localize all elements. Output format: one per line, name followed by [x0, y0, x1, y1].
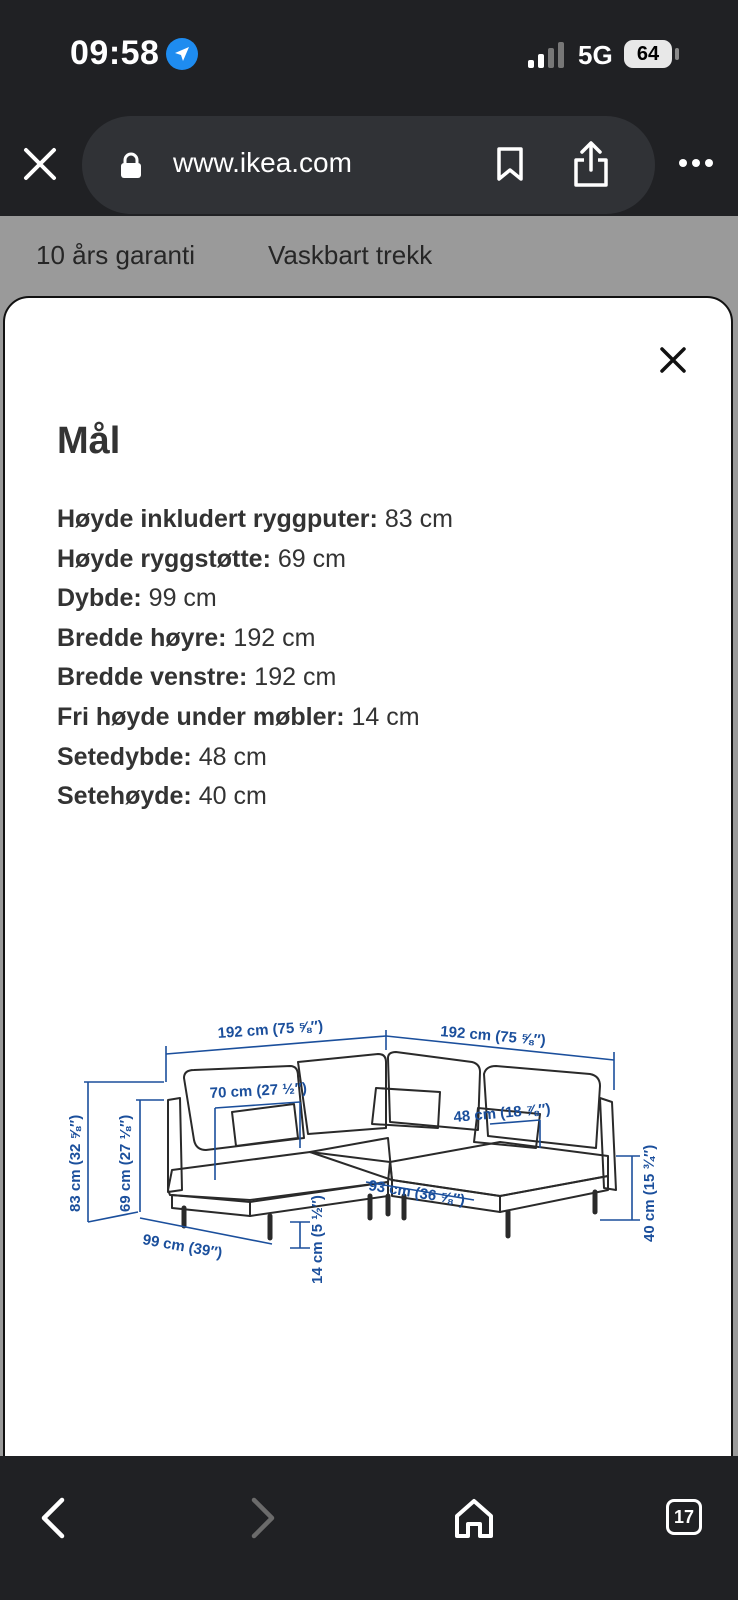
usp-guarantee: 10 års garanti [36, 240, 195, 270]
lock-icon [120, 152, 142, 178]
forward-arrow-icon[interactable] [246, 1494, 280, 1542]
browser-bottom-bar [0, 1456, 738, 1600]
close-icon[interactable] [658, 345, 688, 375]
dimension-value: 192 cm [226, 623, 316, 652]
dimension-label: Høyde ryggstøtte: [57, 544, 271, 573]
dimension-value: 48 cm [191, 742, 267, 771]
dimension-label: Bredde høyre: [57, 623, 227, 652]
dimension-value: 83 cm [377, 505, 453, 533]
dimension-value: 40 cm [191, 782, 267, 811]
dimension-value: 192 cm [247, 663, 337, 692]
seat-depth-label: 48 cm (18 ⅞″) [452, 1100, 552, 1126]
depth-label: 99 cm (39″) [141, 1231, 224, 1262]
more-options-icon[interactable] [678, 158, 714, 168]
dimension-value: 99 cm [141, 584, 217, 613]
arm-width-label: 70 cm (27 ½″) [209, 1079, 308, 1102]
status-bar [0, 0, 738, 110]
usp-washable-cover: Vaskbart trekk [268, 240, 433, 270]
url-text: www.ikea.com [173, 147, 352, 178]
seat-height-label: 40 cm (15 ¾″) [641, 1144, 658, 1242]
dimension-item [57, 500, 453, 540]
network-type: 5G [578, 40, 613, 70]
dimensions-list [57, 500, 453, 817]
clearance-label: 14 cm (5 ½″) [309, 1195, 326, 1284]
width-left-label: 192 cm (75 ⅝″) [217, 1017, 324, 1042]
seat-width-label: 93 cm (36 ⅝″) [367, 1177, 467, 1210]
dimension-label: Høyde inkludert ryggputer: [57, 505, 378, 533]
height-back-label: 69 cm (27 ⅛″) [117, 1114, 134, 1212]
dimension-label: Dybde: [57, 584, 142, 613]
battery-tip [675, 48, 679, 60]
status-time: 09:58 [70, 34, 160, 72]
dimension-label: Setedybde: [57, 742, 192, 771]
width-right-label: 192 cm (75 ⅝″) [439, 1023, 547, 1050]
dimension-label: Bredde venstre: [57, 663, 248, 692]
dimension-item [57, 698, 453, 738]
dimension-item [57, 579, 453, 619]
dimension-value: 14 cm [344, 702, 420, 731]
dimension-item [57, 540, 453, 580]
dimension-item [57, 619, 453, 659]
browser-toolbar [0, 110, 738, 216]
location-arrow-icon [166, 38, 198, 70]
dimension-item [57, 658, 453, 698]
battery-indicator: 64 [624, 40, 672, 68]
page-title: Mål [57, 420, 121, 462]
dimension-label: Setehøyde: [57, 782, 192, 811]
dimension-item [57, 777, 453, 817]
back-arrow-icon[interactable] [36, 1494, 70, 1542]
height-total-label: 83 cm (32 ⅝″) [67, 1114, 84, 1212]
home-icon[interactable] [452, 1496, 496, 1540]
sofa-dimension-diagram [60, 1017, 680, 1410]
signal-strength-icon [528, 42, 568, 68]
address-bar[interactable] [82, 116, 655, 214]
dimension-label: Fri høyde under møbler: [57, 702, 345, 731]
dimension-value: 69 cm [270, 544, 346, 573]
bookmark-icon[interactable] [495, 146, 525, 182]
close-icon[interactable] [20, 144, 60, 184]
dimension-item [57, 738, 453, 778]
tabs-button[interactable]: 17 [666, 1499, 702, 1535]
share-icon[interactable] [572, 140, 610, 188]
